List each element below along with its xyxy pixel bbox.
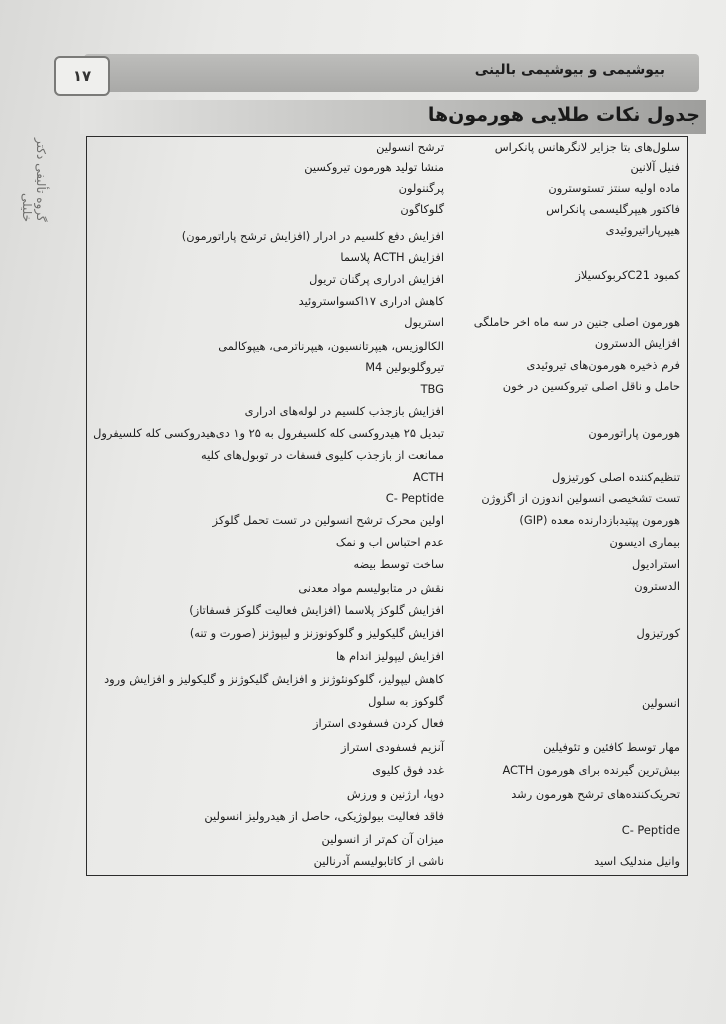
table-cell-term: هورمون پاراتورمون — [588, 426, 680, 440]
table-cell-term: بیش‌ترین گیرنده برای هورمون ACTH — [502, 763, 680, 777]
table-cell-term: تنظیم‌کننده اصلی کورتیزول — [551, 470, 680, 484]
table-cell-term: تحریک‌کننده‌های ترشح هورمون رشد — [511, 787, 680, 801]
table-cell-fact: فاقد فعالیت بیولوژیکی، حاصل از هیدرولیز انسولین — [204, 809, 444, 823]
running-header — [84, 54, 699, 92]
table-cell-fact: افزایش گلوکز پلاسما (افزایش فعالیت گلوکز فسفاتاز) — [189, 603, 444, 617]
table-cell-fact: نقش در متابولیسم مواد معدنی — [298, 581, 444, 595]
table-cell-term: ماده اولیه سنتز تستوسترون — [548, 181, 680, 195]
table-cell-term: سلول‌های بتا جزایر لانگرهانس پانکراس — [494, 140, 680, 154]
table-cell-fact: گلوکاگون — [400, 202, 444, 216]
table-cell-term: افزایش الدسترون — [594, 336, 680, 350]
table-cell-term: هیپرپاراتیروئیدی — [605, 223, 680, 237]
table-cell-fact: میزان آن کم‌تر از انسولین — [321, 832, 444, 846]
table-cell-fact: اولین محرک ترشح انسولین در تست تحمل گلوکز — [212, 513, 444, 527]
table-cell-term: تست تشخیصی انسولین اندوزن از اگزوژن — [481, 491, 680, 505]
table-cell-fact: افزایش ACTH پلاسما — [340, 250, 444, 264]
table-cell-fact: ترشح انسولین — [376, 140, 444, 154]
table-cell-fact: افزایش ادراری پرگنان تریول — [309, 272, 444, 286]
table-cell-fact: ساخت توسط بیضه — [353, 557, 444, 571]
table-cell-fact: فعال کردن فسفودی استراز — [312, 716, 444, 730]
table-cell-fact: تیروگلوبولین M4 — [365, 360, 444, 374]
table-cell-fact: ناشی از کاتابولیسم آدرنالین — [313, 854, 444, 868]
table-cell-fact: ACTH — [412, 470, 444, 484]
table-cell-fact: استریول — [404, 315, 444, 329]
table-cell-term: الدسترون — [634, 579, 680, 593]
table-cell-fact: TBG — [420, 382, 444, 396]
table-cell-fact: عدم احتباس اب و نمک — [335, 535, 444, 549]
table-cell-term: وانیل مندلیک اسید — [594, 854, 680, 868]
table-cell-term: حامل و ناقل اصلی تیروکسین در خون — [502, 379, 680, 393]
table-cell-fact: افزایش لیپولیز اندام ها — [335, 649, 444, 663]
table-cell-fact: C- Peptide — [385, 491, 444, 505]
table-cell-fact: آنزیم فسفودی استراز — [341, 740, 444, 754]
section-title: جدول نکات طلایی هورمون‌ها — [427, 104, 700, 126]
section-heading-bar — [80, 100, 706, 134]
table-cell-fact: ممانعت از بازجذب کلیوی فسفات در توبول‌های کلیه — [201, 448, 444, 462]
table-cell-term: مهار توسط کافئین و تئوفیلین — [543, 740, 680, 754]
table-cell-fact: کاهش ادراری ۱۷اکسواستروئید — [298, 294, 444, 308]
table-cell-term: بیماری ادیسون — [609, 535, 680, 549]
table-cell-fact: افزایش بازجذب کلسیم در لوله‌های ادراری — [244, 404, 444, 418]
table-cell-fact: غدد فوق کلیوی — [372, 763, 444, 777]
side-label: گروه تألیفی دکتر خلیلی — [20, 138, 48, 222]
header-title: بیوشیمی و بیوشیمی بالینی — [474, 62, 665, 78]
table-cell-term: هورمون اصلی جنین در سه ماه اخر حاملگی — [473, 315, 680, 329]
table-cell-term: هورمون پپتیدبازدارنده معده (GIP) — [519, 513, 680, 527]
table-cell-fact: دوپا، ارژنین و ورزش — [346, 787, 444, 801]
table-cell-fact: افزایش گلیکولیز و گلوکونوزنز و لیپوژنز (صورت و تنه) — [189, 626, 444, 640]
table-cell-term: فنیل آلانین — [630, 160, 680, 174]
table-cell-fact: تبدیل ۲۵ هیدروکسی کله کلسیفرول به ۲۵ و۱ دی‌هیدروکسی کله کلسیفرول — [93, 426, 444, 440]
table-cell-fact: پرگننولون — [398, 181, 444, 195]
table-cell-term: C- Peptide — [621, 823, 680, 837]
table-cell-term: فاکتور هیپرگلیسمی پانکراس — [546, 202, 680, 216]
table-cell-fact: کاهش لیپولیز، گلوکونئوژنز و افزایش گلیکوژنز و گلیکولیز و افزایش ورود — [104, 672, 444, 686]
table-cell-term: کمبود C21کربوکسیلاز — [575, 268, 680, 282]
table-cell-fact: افزایش دفع کلسیم در ادرار (افزایش ترشح پاراتورمون) — [181, 229, 444, 243]
table-cell-fact: گلوکوز به سلول — [368, 694, 444, 708]
page-number: ۱۷ — [54, 56, 110, 96]
table-cell-fact: منشا تولید هورمون تیروکسین — [304, 160, 444, 174]
table-cell-term: کورتیزول — [636, 626, 680, 640]
table-cell-term: فرم ذخیره هورمون‌های تیروئیدی — [526, 358, 680, 372]
table-cell-term: انسولین — [642, 696, 680, 710]
table-cell-fact: الکالوزیس، هیپرتانسیون، هیپرناترمی، هیپوکالمی — [218, 339, 444, 353]
table-cell-term: استرادیول — [632, 557, 680, 571]
